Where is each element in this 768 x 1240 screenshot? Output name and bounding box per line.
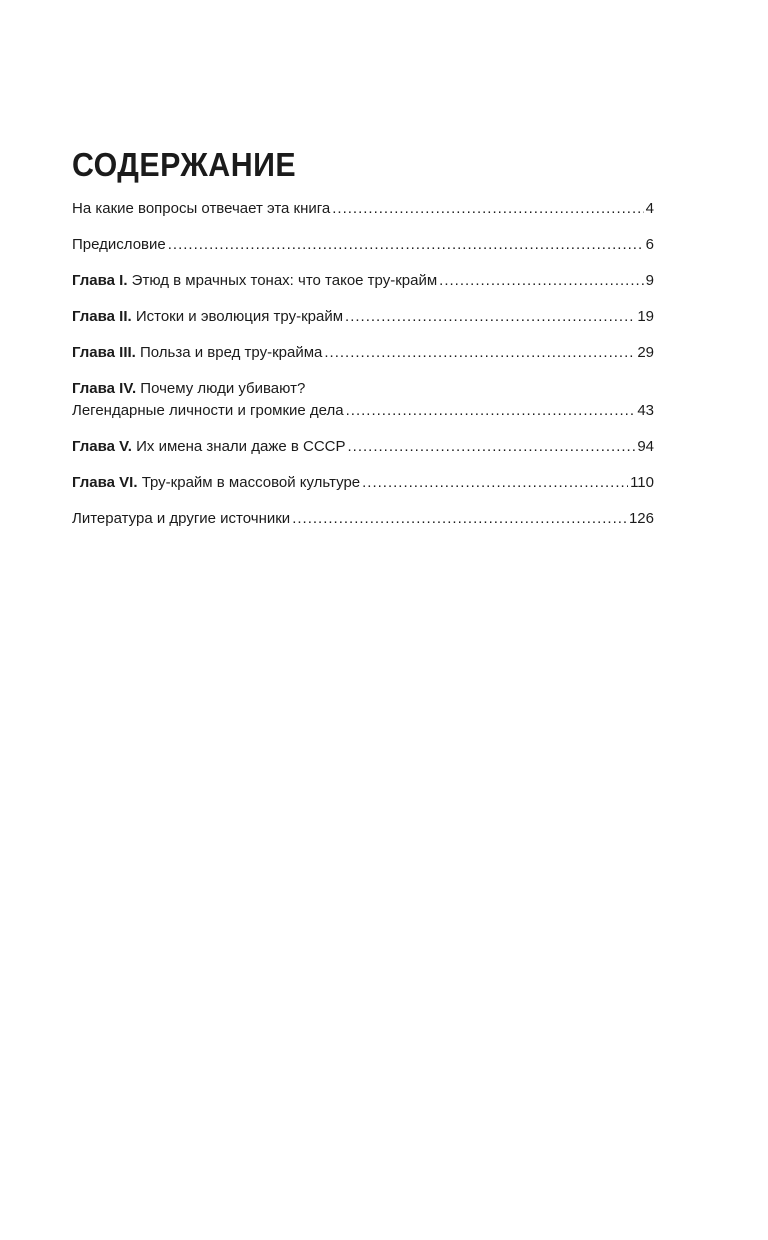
toc-entry-chapter-2[interactable] xyxy=(72,306,654,328)
dot-leader xyxy=(348,436,636,458)
toc-chapter-label: Глава IV. xyxy=(72,380,137,397)
dot-leader xyxy=(345,306,635,328)
toc-entry-chapter-1[interactable] xyxy=(72,270,654,292)
toc-entry-bibliography[interactable] xyxy=(72,508,654,530)
dot-leader xyxy=(362,472,628,494)
toc-entry-chapter-4[interactable] xyxy=(72,378,654,422)
toc-row xyxy=(72,400,654,422)
toc-entry-title: Литература и другие источники xyxy=(72,510,291,527)
toc-entry-title: Тру-крайм в массовой культуре xyxy=(141,474,361,491)
toc-page-number: 19 xyxy=(637,308,654,325)
toc-entry-chapter-6[interactable] xyxy=(72,472,654,494)
toc-page-number: 43 xyxy=(637,402,654,419)
toc-entry-chapter-5[interactable] xyxy=(72,436,654,458)
toc-page-number: 6 xyxy=(645,236,654,253)
toc-row xyxy=(72,270,654,292)
toc-entry-questions[interactable] xyxy=(72,198,654,220)
toc-entry-chapter-3[interactable] xyxy=(72,342,654,364)
toc-row xyxy=(72,342,654,364)
toc-chapter-label: Глава II. xyxy=(72,308,132,325)
toc-chapter-label: Глава VI. xyxy=(72,474,138,491)
toc-chapter-label: Глава V. xyxy=(72,438,132,455)
toc-chapter-label: Глава I. xyxy=(72,272,128,289)
page-title: СОДЕРЖАНИЕ xyxy=(72,146,297,183)
toc-entry-title: Легендарные личности и громкие дела xyxy=(72,402,344,419)
toc-page-number: 29 xyxy=(637,344,654,361)
toc-entry-title: Истоки и эволюция тру-крайм xyxy=(135,308,344,325)
dot-leader xyxy=(332,198,643,220)
toc-page-number: 4 xyxy=(645,200,654,217)
toc-page-number: 126 xyxy=(628,510,654,527)
dot-leader xyxy=(346,400,636,422)
toc-chapter-label: Глава III. xyxy=(72,344,136,361)
toc-entry-title: Этюд в мрачных тонах: что такое тру-крайм xyxy=(131,272,438,289)
toc-entry-title: На какие вопросы отвечает эта книга xyxy=(72,200,331,217)
toc-page-number: 9 xyxy=(645,272,654,289)
toc-entry-title: Предисловие xyxy=(72,236,166,253)
toc-entry-preface[interactable] xyxy=(72,234,654,256)
table-of-contents xyxy=(72,198,654,544)
toc-row xyxy=(72,306,654,328)
toc-page-number: 110 xyxy=(630,474,654,491)
toc-row xyxy=(72,198,654,220)
toc-page-number: 94 xyxy=(637,438,654,455)
toc-row xyxy=(72,436,654,458)
toc-entry-title: Польза и вред тру-крайма xyxy=(140,344,323,361)
toc-row xyxy=(72,508,654,530)
dot-leader xyxy=(292,508,627,530)
toc-entry-title-line1: Почему люди убивают? xyxy=(140,380,306,397)
toc-row xyxy=(72,234,654,256)
dot-leader xyxy=(439,270,644,292)
toc-entry-title: Их имена знали даже в СССР xyxy=(136,438,346,455)
toc-row xyxy=(72,472,654,494)
dot-leader xyxy=(324,342,635,364)
dot-leader xyxy=(168,234,644,256)
